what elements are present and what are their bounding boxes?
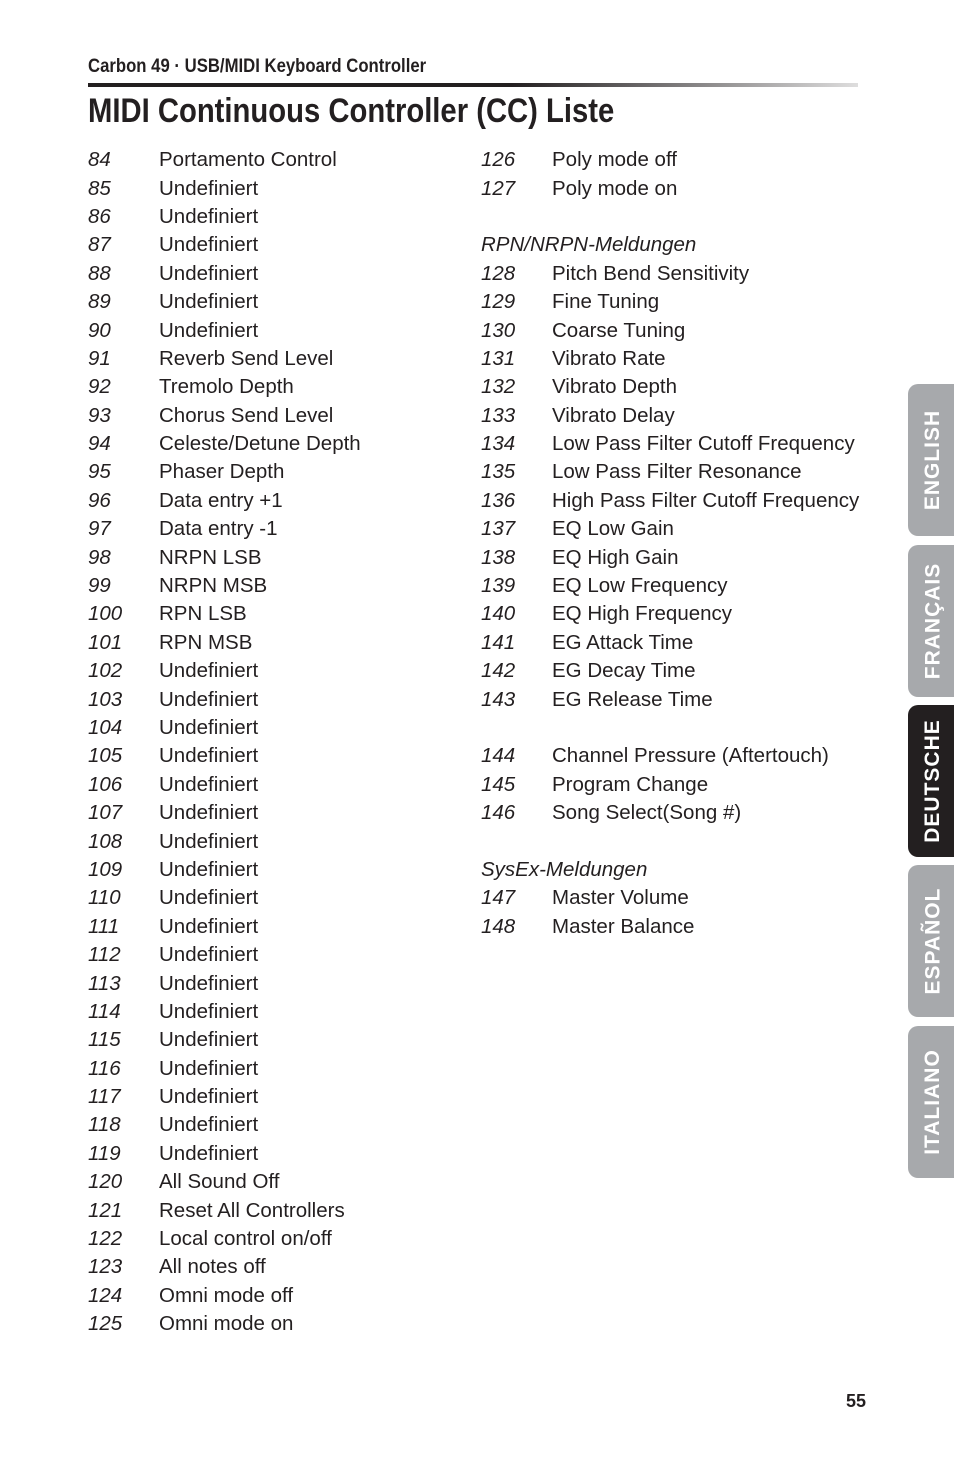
cc-row xyxy=(481,458,881,486)
cc-number: 145 xyxy=(481,772,516,796)
sysex-heading: SysEx-Meldungen xyxy=(481,857,648,881)
cc-number: 140 xyxy=(481,602,516,626)
cc-number: 105 xyxy=(88,744,123,768)
cc-label: Undefiniert xyxy=(159,914,259,938)
cc-row xyxy=(88,884,448,912)
cc-label: Data entry -1 xyxy=(159,517,278,541)
cc-row xyxy=(481,288,881,316)
cc-label: EQ Low Gain xyxy=(552,517,674,541)
cc-number: 115 xyxy=(88,1028,121,1052)
cc-number: 86 xyxy=(88,204,111,228)
cc-row xyxy=(481,742,881,770)
cc-number: 102 xyxy=(88,659,123,683)
cc-number: 100 xyxy=(88,602,123,626)
cc-row xyxy=(88,629,448,657)
cc-row xyxy=(88,543,448,571)
cc-label: High Pass Filter Cutoff Frequency xyxy=(552,488,860,512)
language-tab-label: DEUTSCHE xyxy=(921,719,945,843)
cc-row xyxy=(88,771,448,799)
cc-row xyxy=(481,515,881,543)
cc-row xyxy=(88,969,448,997)
cc-label: Vibrato Delay xyxy=(552,403,675,427)
left-cc-list xyxy=(88,146,448,1338)
cc-row xyxy=(481,685,881,713)
cc-number: 144 xyxy=(481,744,516,768)
cc-row xyxy=(88,1111,448,1139)
cc-label: Vibrato Depth xyxy=(552,375,677,399)
cc-number: 137 xyxy=(481,517,516,541)
cc-row xyxy=(481,913,881,941)
cc-number: 109 xyxy=(88,857,123,881)
cc-row xyxy=(481,799,881,827)
cc-label: Omni mode on xyxy=(159,1312,294,1336)
cc-row xyxy=(88,458,448,486)
cc-row xyxy=(88,260,448,288)
cc-row xyxy=(88,714,448,742)
cc-row xyxy=(481,430,881,458)
cc-row xyxy=(88,487,448,515)
cc-row xyxy=(481,771,881,799)
cc-label: Chorus Send Level xyxy=(159,403,334,427)
cc-row xyxy=(88,1282,448,1310)
cc-row xyxy=(88,231,448,259)
language-tab-français[interactable] xyxy=(908,545,954,697)
cc-label: Undefiniert xyxy=(159,176,259,200)
cc-label: Channel Pressure (Aftertouch) xyxy=(552,744,829,768)
cc-number: 114 xyxy=(88,999,121,1023)
cc-number: 138 xyxy=(481,545,516,569)
cc-label: Undefiniert xyxy=(159,290,259,314)
cc-row xyxy=(88,799,448,827)
cc-number: 112 xyxy=(88,943,121,967)
cc-number: 92 xyxy=(88,375,111,399)
cc-number: 146 xyxy=(481,801,516,825)
cc-row xyxy=(481,629,881,657)
cc-row xyxy=(88,600,448,628)
cc-row xyxy=(88,827,448,855)
cc-row xyxy=(481,174,881,202)
cc-row xyxy=(88,1310,448,1338)
cc-number: 97 xyxy=(88,517,111,541)
cc-label: Master Balance xyxy=(552,914,695,938)
cc-label: Reverb Send Level xyxy=(159,346,334,370)
language-tab-label: ESPAÑOL xyxy=(921,887,944,995)
cc-label: Phaser Depth xyxy=(159,460,285,484)
cc-row xyxy=(88,856,448,884)
cc-number: 93 xyxy=(88,403,111,427)
cc-label: Local control on/off xyxy=(159,1227,332,1251)
cc-number: 127 xyxy=(481,176,516,200)
running-head: Carbon 49 · USB/MIDI Keyboard Controller xyxy=(88,56,427,77)
cc-number: 135 xyxy=(481,460,516,484)
cc-number: 103 xyxy=(88,687,123,711)
cc-number: 91 xyxy=(88,346,111,370)
cc-label: RPN LSB xyxy=(159,602,247,626)
cc-number: 107 xyxy=(88,801,123,825)
cc-row xyxy=(88,1225,448,1253)
cc-label: Fine Tuning xyxy=(552,290,660,314)
cc-row xyxy=(88,913,448,941)
cc-label: Celeste/Detune Depth xyxy=(159,432,361,456)
cc-row xyxy=(88,345,448,373)
cc-number: 94 xyxy=(88,432,111,456)
cc-row xyxy=(88,1055,448,1083)
cc-number: 131 xyxy=(481,346,516,370)
cc-row xyxy=(481,146,881,174)
cc-number: 116 xyxy=(88,1056,121,1080)
cc-row xyxy=(88,316,448,344)
cc-row xyxy=(481,657,881,685)
cc-number: 87 xyxy=(88,233,111,257)
cc-number: 84 xyxy=(88,148,111,172)
cc-label: Master Volume xyxy=(552,886,689,910)
cc-label: Undefiniert xyxy=(159,1028,259,1052)
cc-row xyxy=(481,884,881,912)
cc-number: 88 xyxy=(88,261,111,285)
cc-label: Undefiniert xyxy=(159,772,259,796)
cc-row xyxy=(88,1140,448,1168)
cc-label: Tremolo Depth xyxy=(159,375,294,399)
cc-label: EQ Low Frequency xyxy=(552,574,728,598)
cc-number: 110 xyxy=(88,886,121,910)
cc-row xyxy=(481,345,881,373)
cc-label: Pitch Bend Sensitivity xyxy=(552,261,750,285)
cc-label: RPN MSB xyxy=(159,630,253,654)
cc-row xyxy=(481,487,881,515)
cc-number: 126 xyxy=(481,148,516,172)
cc-number: 124 xyxy=(88,1283,123,1307)
cc-label: Undefiniert xyxy=(159,857,259,881)
page-title: MIDI Continuous Controller (CC) Liste xyxy=(88,92,615,130)
cc-row xyxy=(88,1083,448,1111)
cc-label: Poly mode off xyxy=(552,148,677,172)
cc-label: Undefiniert xyxy=(159,744,259,768)
cc-row xyxy=(88,1196,448,1224)
language-tab-español[interactable] xyxy=(908,865,954,1017)
cc-label: Reset All Controllers xyxy=(159,1198,345,1222)
cc-label: Data entry +1 xyxy=(159,488,283,512)
cc-row xyxy=(88,1026,448,1054)
cc-number: 98 xyxy=(88,545,111,569)
page-number: 55 xyxy=(846,1391,867,1411)
cc-row xyxy=(88,203,448,231)
cc-row xyxy=(88,288,448,316)
cc-label: All Sound Off xyxy=(159,1170,280,1194)
cc-label: All notes off xyxy=(159,1255,266,1279)
cc-number: 106 xyxy=(88,772,123,796)
cc-number: 136 xyxy=(481,488,516,512)
cc-label: Undefiniert xyxy=(159,204,259,228)
list-spacer xyxy=(481,203,881,231)
cc-label: Undefiniert xyxy=(159,687,259,711)
cc-label: NRPN LSB xyxy=(159,545,262,569)
cc-number: 141 xyxy=(481,630,516,654)
cc-row xyxy=(88,941,448,969)
cc-number: 139 xyxy=(481,574,516,598)
cc-label: Undefiniert xyxy=(159,659,259,683)
cc-row xyxy=(481,543,881,571)
cc-number: 120 xyxy=(88,1170,123,1194)
cc-label: NRPN MSB xyxy=(159,574,268,598)
cc-label: Low Pass Filter Resonance xyxy=(552,460,802,484)
cc-number: 90 xyxy=(88,318,111,342)
cc-number: 89 xyxy=(88,290,111,314)
cc-number: 133 xyxy=(481,403,516,427)
cc-label: Vibrato Rate xyxy=(552,346,666,370)
cc-number: 96 xyxy=(88,488,111,512)
cc-label: Undefiniert xyxy=(159,1113,259,1137)
cc-row xyxy=(481,402,881,430)
cc-number: 111 xyxy=(88,914,120,938)
cc-row xyxy=(88,685,448,713)
cc-number: 104 xyxy=(88,716,123,739)
cc-number: 147 xyxy=(481,886,516,910)
cc-number: 123 xyxy=(88,1255,123,1279)
cc-row xyxy=(481,373,881,401)
language-tab-label: ITALIANO xyxy=(921,1049,945,1155)
cc-label: Poly mode on xyxy=(552,176,678,200)
cc-number: 99 xyxy=(88,574,111,598)
cc-row xyxy=(481,572,881,600)
cc-row xyxy=(481,260,881,288)
cc-label: EG Attack Time xyxy=(552,630,694,654)
cc-label: Undefiniert xyxy=(159,716,259,739)
language-tab-deutsche[interactable] xyxy=(908,705,954,857)
cc-row xyxy=(88,402,448,430)
cc-number: 142 xyxy=(481,659,516,683)
cc-label: Portamento Control xyxy=(159,148,337,172)
cc-label: Omni mode off xyxy=(159,1283,294,1307)
cc-number: 125 xyxy=(88,1312,123,1336)
cc-row xyxy=(88,146,448,174)
cc-label: Song Select(Song #) xyxy=(552,801,742,825)
cc-row xyxy=(481,316,881,344)
cc-row xyxy=(88,1253,448,1281)
language-tab-label: ENGLISH xyxy=(921,409,944,511)
cc-row xyxy=(88,174,448,202)
cc-row xyxy=(481,600,881,628)
cc-number: 132 xyxy=(481,375,516,399)
cc-row xyxy=(88,373,448,401)
cc-row xyxy=(88,742,448,770)
cc-label: Undefiniert xyxy=(159,999,259,1023)
cc-label: Undefiniert xyxy=(159,1085,259,1109)
cc-label: Undefiniert xyxy=(159,801,259,825)
cc-label: Undefiniert xyxy=(159,886,259,910)
cc-label: EQ High Gain xyxy=(552,545,679,569)
cc-label: Coarse Tuning xyxy=(552,318,686,342)
cc-number: 95 xyxy=(88,460,111,484)
cc-label: Undefiniert xyxy=(159,261,259,285)
cc-row xyxy=(88,1168,448,1196)
cc-label: Undefiniert xyxy=(159,318,259,342)
cc-label: Undefiniert xyxy=(159,233,259,257)
cc-number: 130 xyxy=(481,318,516,342)
cc-number: 101 xyxy=(88,630,123,654)
cc-number: 128 xyxy=(481,261,516,285)
cc-label: EG Release Time xyxy=(552,687,713,711)
cc-number: 113 xyxy=(88,971,121,995)
cc-row xyxy=(88,572,448,600)
cc-label: EG Decay Time xyxy=(552,659,696,683)
language-tab-italiano[interactable] xyxy=(908,1026,954,1178)
right-cc-list xyxy=(481,146,881,941)
cc-label: Undefiniert xyxy=(159,829,259,853)
cc-number: 119 xyxy=(88,1141,121,1165)
cc-row xyxy=(88,998,448,1026)
cc-label: Undefiniert xyxy=(159,943,259,967)
cc-label: Undefiniert xyxy=(159,971,259,995)
cc-number: 122 xyxy=(88,1227,123,1251)
cc-row xyxy=(88,430,448,458)
cc-label: Undefiniert xyxy=(159,1141,259,1165)
list-spacer xyxy=(481,827,881,855)
cc-number: 134 xyxy=(481,432,516,456)
cc-number: 117 xyxy=(88,1085,121,1109)
cc-number: 129 xyxy=(481,290,516,314)
cc-number: 118 xyxy=(88,1113,121,1137)
cc-label: Program Change xyxy=(552,772,709,796)
cc-row xyxy=(88,515,448,543)
language-tab-label: FRANÇAIS xyxy=(921,562,944,680)
cc-number: 143 xyxy=(481,687,516,711)
cc-number: 148 xyxy=(481,914,516,938)
cc-number: 121 xyxy=(88,1198,123,1222)
cc-row xyxy=(88,657,448,685)
cc-label: Low Pass Filter Cutoff Frequency xyxy=(552,432,855,456)
cc-number: 85 xyxy=(88,176,111,200)
rpn-nrpn-heading: RPN/NRPN-Meldungen xyxy=(481,233,697,257)
header-rule xyxy=(88,83,858,87)
cc-label: Undefiniert xyxy=(159,1056,259,1080)
list-spacer xyxy=(481,714,881,742)
cc-label: EQ High Frequency xyxy=(552,602,733,626)
language-tab-english[interactable] xyxy=(908,384,954,536)
cc-number: 108 xyxy=(88,829,123,853)
